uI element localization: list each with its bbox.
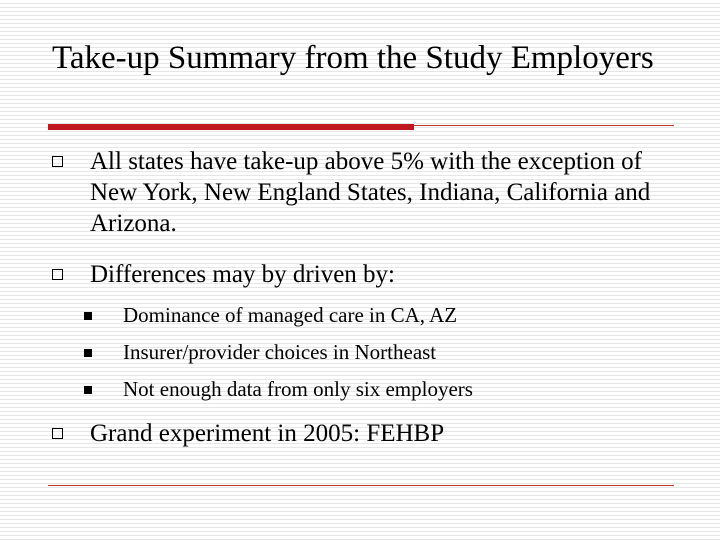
hollow-square-bullet-icon	[52, 428, 63, 439]
footer-divider-line	[48, 485, 674, 486]
filled-square-bullet-icon	[84, 312, 92, 320]
bullet-text: Differences may by driven by:	[90, 261, 395, 288]
filled-square-bullet-icon	[84, 386, 92, 394]
hollow-square-bullet-icon	[52, 269, 63, 280]
sub-bullet-text: Not enough data from only six employers	[123, 377, 473, 401]
bullet-text: All states have take-up above 5% with the exception of New York, New England States, Indiana, California and Arizona.	[90, 148, 651, 237]
slide-title: Take-up Summary from the Study Employers	[52, 40, 654, 76]
hollow-square-bullet-icon	[52, 156, 63, 167]
bullet-text: Grand experiment in 2005: FEHBP	[90, 420, 445, 447]
title-accent-bar	[48, 124, 414, 130]
sub-bullet-text: Insurer/provider choices in Northeast	[123, 340, 437, 364]
filled-square-bullet-icon	[84, 349, 92, 357]
sub-bullet-text: Dominance of managed care in CA, AZ	[123, 303, 458, 327]
